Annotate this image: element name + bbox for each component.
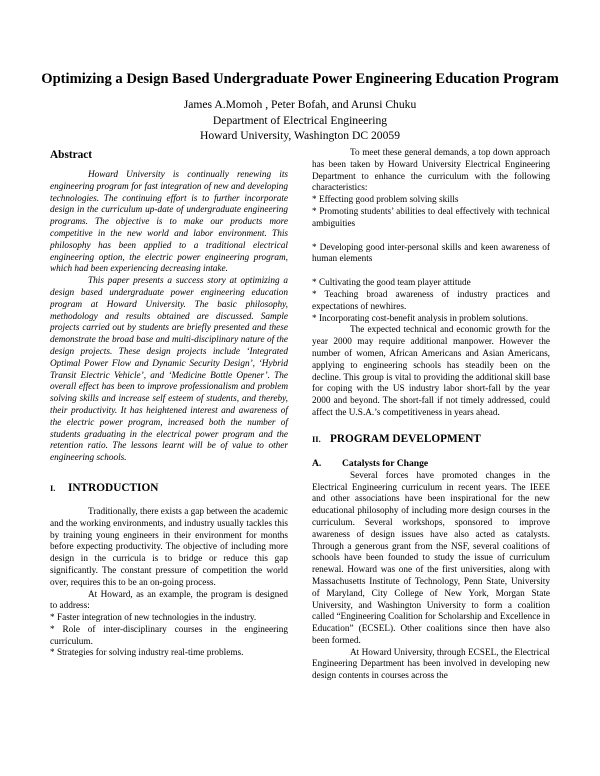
abstract-paragraph: Howard University is continually renewing its engineering program for fast integration of new and developing technologies. The continuing effort is to further incorporate design in the curriculum up-date of undergraduate engineering programs. The objective is to make our products more competitive in the new world and labor environment. This philosophy has been applied to a traditional electrical engineering option, the electric power engineering program, which had been experiencing decreasing intake. bbox=[50, 170, 288, 275]
section-number: I. bbox=[50, 482, 56, 493]
section-number: II. bbox=[312, 433, 321, 444]
list-item: * Role of inter-disciplinary courses in the engineering curriculum. bbox=[50, 624, 288, 647]
body-paragraph: The expected technical and economic growth for the year 2000 may require additional manpower. However the number of women, African Americans and Asian Americans, applying to engineering schools has steadily been on the decline. This group is vital to providing the additional skill base for coping with the US industry labor short-fall by the year 2000 and beyond. The short-fall if not timely addressed, could affect the U.S.A.’s competitiveness in years ahead. bbox=[312, 325, 550, 418]
author-names: James A.Momoh , Peter Bofah, and Arunsi Chuku bbox=[183, 98, 417, 111]
right-column bbox=[312, 148, 550, 683]
body-paragraph: Several forces have promoted changes in the Electrical Engineering curriculum in recent years. The IEEE and other associations have been inspirational for the new educational philosophy of including more design courses in the curriculum. Several workshops, sponsored to improve awareness of design issues have also acted as catalysts. Through a generous grant from the NSF, several coalitions of schools have been founded to study the issue of curriculum renewal. Howard was one of the first universities, along with Massachusetts Institute of Technology, Penn State, University of Maryland, City College of New York, Morgan State University, and Washington University to form a coalition called “Engineering Coalition for Scholarship and Excellence in Education” (ECSEL). Other coalitions since then have also been formed. bbox=[312, 470, 550, 646]
list-item: * Developing good inter-personal skills and keen awareness of human elements bbox=[312, 242, 550, 265]
section-title: PROGRAM DEVELOPMENT bbox=[330, 432, 481, 445]
list-item: * Promoting students’ abilities to deal effectively with technical ambiguities bbox=[312, 206, 550, 229]
body-paragraph: Traditionally, there exists a gap between the academic and the working environments, and industry usually tackles this by training young engineers in their environment for months before expecting productivity. The objective of including more design in the curricula is to bridge or reduce this gap significantly. The constant pressure of competition the world over, requires this to be an on-going process. bbox=[50, 506, 288, 588]
body-paragraph: At Howard, as an example, the program is designed to address: bbox=[50, 589, 288, 612]
abstract-paragraph: This paper presents a success story at optimizing a design based undergraduate power engineering education program at Howard University. The basic philosophy, methodology and results obtained are discussed. Sample projects carried out by students are briefly presented and these demonstrate the broad base and multi-disciplinary nature of the design projects. These design projects include ‘Integrated Optimal Power Flow and Dynamic Security Design’, ‘Hybrid Transit Electric Vehicle’, and ‘Medicine Bottle Opener’. The overall effect has been to improve professionalism and problem solving skills and increase self esteem of students, and thereby, their productivity. It has heightened interest and awareness of the electric power program, increased both the number of students graduating in the electrical power program and the retention ratio. The lessons learnt will be of value to other engineering schools. bbox=[50, 276, 288, 464]
list-item: * Incorporating cost-benefit analysis in problem solutions. bbox=[312, 313, 529, 324]
section-heading-introduction bbox=[50, 481, 288, 495]
abstract-heading: Abstract bbox=[50, 149, 93, 161]
left-column bbox=[50, 148, 288, 660]
author-institution: Howard University, Washington DC 20059 bbox=[199, 129, 400, 142]
subsection-heading bbox=[312, 458, 550, 470]
list-item: * Cultivating the good team player attitude bbox=[312, 278, 471, 289]
paper-title: Optimizing a Design Based Undergraduate Power Engineering Education Program bbox=[41, 71, 559, 87]
author-department: Department of Electrical Engineering bbox=[212, 113, 388, 127]
subsection-number: A. bbox=[312, 457, 322, 469]
body-paragraph: To meet these general demands, a top down approach has been taken by Howard University Electrical Engineering Department to enhance the curriculum with the following characteristics: bbox=[312, 148, 550, 194]
author-block bbox=[60, 97, 540, 144]
list-item: * Effecting good problem solving skills bbox=[312, 195, 459, 206]
section-title: INTRODUCTION bbox=[68, 481, 159, 494]
list-item: * Faster integration of new technologies in the industry. bbox=[50, 613, 257, 624]
section-heading-program-development bbox=[312, 432, 550, 446]
list-item: * Teaching broad awareness of industry practices and expectations of newhires. bbox=[312, 289, 550, 312]
list-item: * Strategies for solving industry real-time problems. bbox=[50, 648, 244, 659]
subsection-title: Catalysts for Change bbox=[342, 457, 429, 469]
body-paragraph: At Howard University, through ECSEL, the Electrical Engineering Department has been involved in developing new design contents in courses across the bbox=[312, 647, 550, 682]
